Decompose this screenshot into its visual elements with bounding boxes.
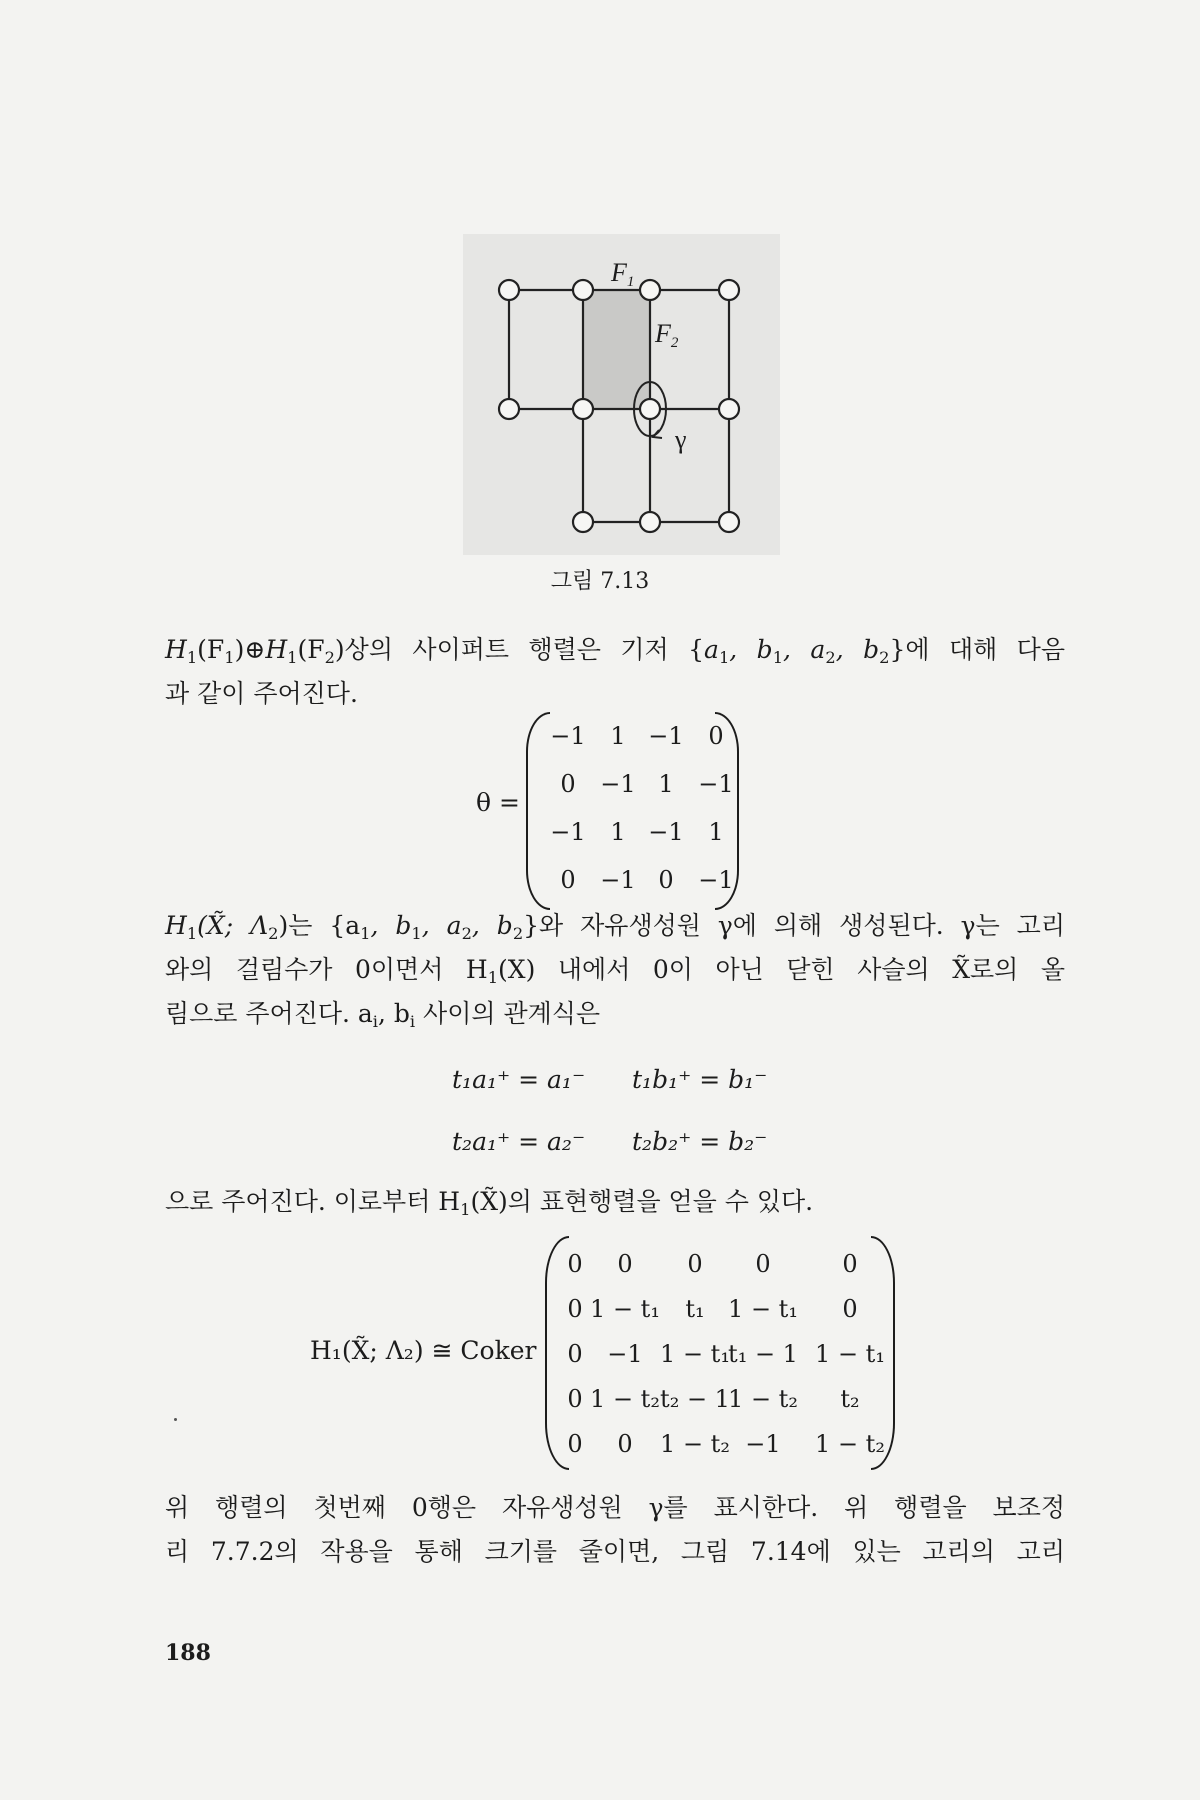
matrix-cell: 1 [610,722,626,750]
text-line: 위 행렬의 첫번째 0행은 자유생성원 γ를 표시한다. 위 행렬을 보조정 [165,1493,1065,1522]
relation-1a: t₁a₁⁺ = a₁⁻ [452,1065,586,1094]
text-line: $H_1(X̃$; $\Lambda_2$)는 {$a_1$, $b_1$, $a_2$, $b_2$}와 자유생성원 γ에 의해 생성된다. γ는 고리 [165,911,1065,943]
matrix-cell: 1 − t₂ [660,1430,730,1458]
text-line: 와의 걸림수가 0이면서 $H_1(X)$ 내에서 0이 아닌 닫힌 사슬의 X̃로의 올 [165,955,1065,987]
matrix-cell: 0 [567,1295,583,1323]
label-gamma: γ [675,425,687,454]
matrix-cell: 0 [708,722,724,750]
text-line: 으로 주어진다. 이로부터 $H_1(X̃)$의 표현행렬을 얻을 수 있다. [165,1187,814,1219]
text-line: 과 같이 주어진다. [165,679,358,708]
matrix-cell: 1 − t₁ [660,1340,730,1368]
matrix-cell: 1 − t₂ [728,1385,798,1413]
relation-2a: t₂a₁⁺ = a₂⁻ [452,1127,586,1156]
matrix-cell: −1 [698,770,734,798]
label-f1: F1 [611,258,635,290]
matrix-cell: −1 [600,866,636,894]
matrix-cell: 1 − t₁ [590,1295,660,1323]
stray-mark [174,1418,177,1421]
matrix-cell: 1 − t₂ [590,1385,660,1413]
matrix-cell: 0 [617,1250,633,1278]
matrix-cell: 0 [755,1250,771,1278]
matrix-cell: 0 [560,770,576,798]
matrix-cell: −1 [550,818,586,846]
matrix-cell: t₂ [840,1385,860,1413]
paragraph-generators [165,904,1065,1036]
matrix-cell: t₁ − 1 [728,1340,798,1368]
matrix-cell: −1 [600,770,636,798]
matrix-cell: −1 [607,1340,643,1368]
paragraph-reduction [165,1486,1065,1574]
theta-matrix [526,712,739,910]
text-line: 리 7.7.2의 작용을 통해 크기를 줄이면, 그림 7.14에 있는 고리의 고리 [165,1537,1065,1566]
left-paren [526,712,550,910]
matrix-cell: 0 [687,1250,703,1278]
matrix-cell: −1 [648,818,684,846]
matrix-cell: 0 [842,1295,858,1323]
matrix-cell: 0 [617,1430,633,1458]
matrix-cell: 1 [708,818,724,846]
matrix-cell: −1 [648,722,684,750]
relation-1b: t₁b₁⁺ = b₁⁻ [632,1065,768,1094]
matrix-cell: −1 [745,1430,781,1458]
label-f2: F2 [655,319,679,351]
matrix-cell: 0 [567,1250,583,1278]
matrix-cell: −1 [550,722,586,750]
matrix-cell: 1 [610,818,626,846]
matrix-cell: t₁ [685,1295,705,1323]
lattice-diagram [463,234,780,555]
figure-caption: 그림 7.13 [550,569,650,594]
matrix-cell: 1 − t₁ [728,1295,798,1323]
matrix-cell: −1 [698,866,734,894]
text-line: $H_1(F_1)\oplus H_1(F_2)$상의 사이퍼트 행렬은 기저 {$a_1$, $b_1$, $a_2$, $b_2$}에 대해 다음 [165,635,1065,667]
left-paren [545,1236,569,1470]
matrix-cell: 0 [567,1385,583,1413]
theta-lhs: θ = [476,788,520,817]
matrix-cell: 0 [560,866,576,894]
matrix-cell: t₂ − 1 [660,1385,730,1413]
matrix-cell: 1 − t₂ [815,1430,885,1458]
page-number: 188 [165,1640,211,1666]
shaded-face [583,290,650,409]
matrix-cell: 0 [658,866,674,894]
coker-matrix [545,1236,895,1470]
matrix-cell: 1 − t₁ [815,1340,885,1368]
figure-7-13 [463,234,780,555]
matrix-cell: 0 [567,1340,583,1368]
coker-lhs: H₁(X̃; Λ₂) ≅ Coker [310,1336,537,1365]
text-line: 림으로 주어진다. $a_i$, $b_i$ 사이의 관계식은 [165,999,601,1031]
matrix-cell: 1 [658,770,674,798]
paragraph-presentation [165,1180,1065,1224]
relation-2b: t₂b₂⁺ = b₂⁻ [632,1127,768,1156]
matrix-cell: 0 [567,1430,583,1458]
matrix-cell: 0 [842,1250,858,1278]
paragraph-seifert [165,628,1065,716]
